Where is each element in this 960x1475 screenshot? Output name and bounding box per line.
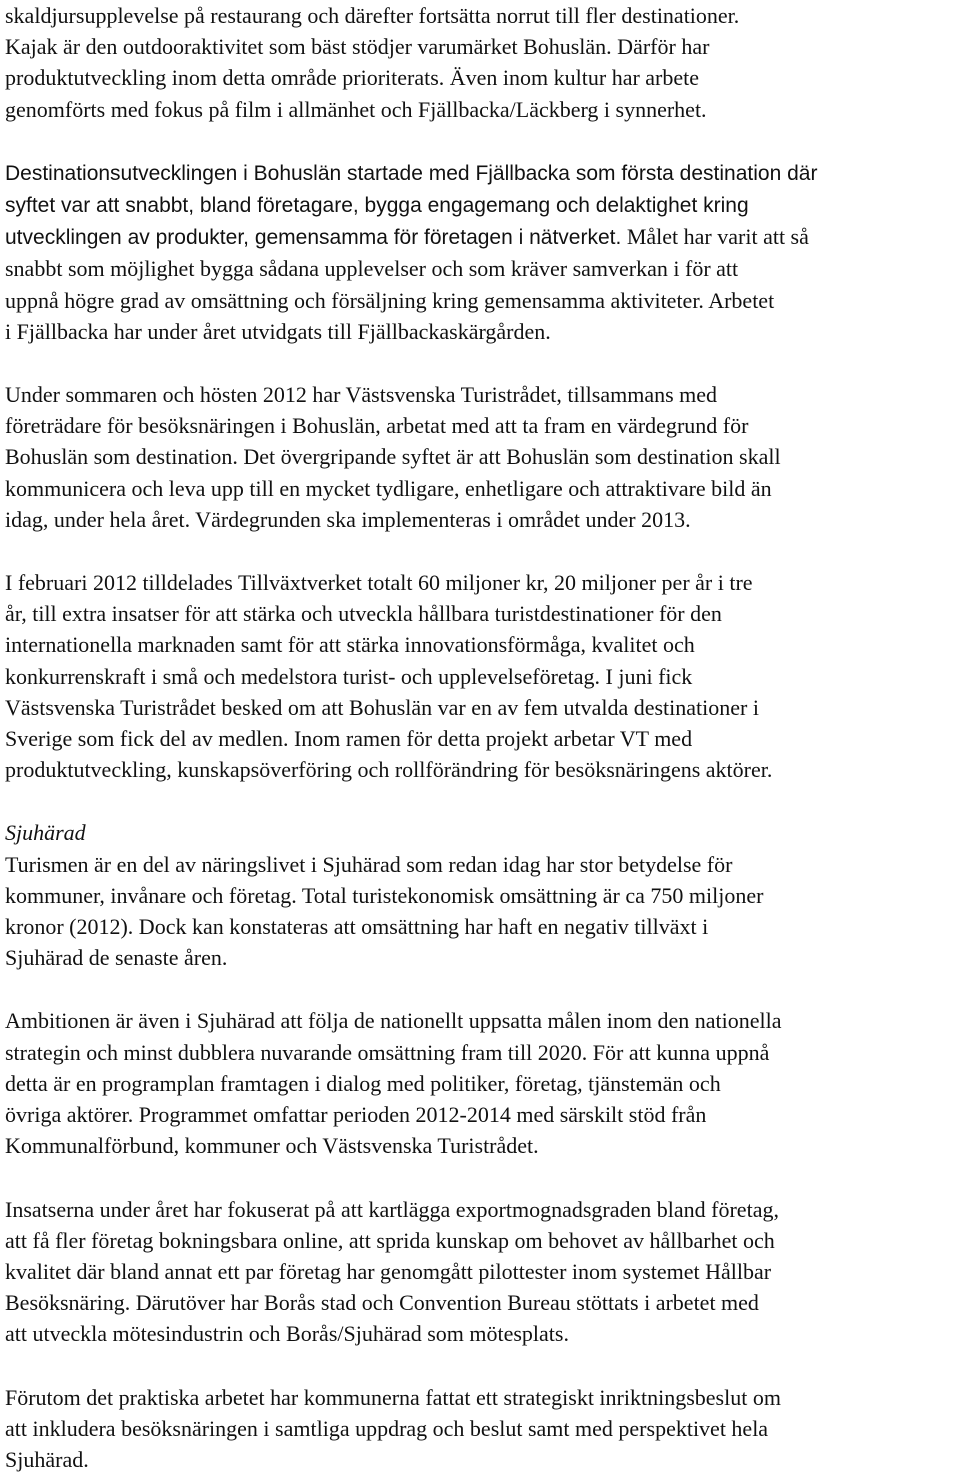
paragraph-fjallbacka	[5, 157, 957, 347]
paragraph-tillvaxtverket: I februari 2012 tilldelades Tillväxtverket totalt 60 miljoner kr, 20 miljoner per år i tre år, till extra insatser för att stärka och utveckla hållbara turistdestinationer för den internationella marknaden samt för att stärka innovationsförmåga, kvalitet och konkurrenskraft i små och medelstora turist- och upplevelseföretag. I juni fick Västsvenska Turistrådet besked om att Bohuslän var en av fem utvalda destinationer i Sverige som fick del av medlen. Inom ramen för detta projekt arbetar VT med produktutveckling, kunskapsöverföring och rollförändring för besöksnäringens aktörer.	[5, 570, 773, 783]
paragraph-gap	[5, 973, 957, 1005]
paragraph-gap	[5, 1162, 957, 1194]
document-page	[5, 0, 957, 1475]
paragraph-gap	[5, 535, 957, 567]
paragraph-sjuharad-turism: Turismen är en del av näringslivet i Sjuhärad som redan idag har stor betydelse för kommuner, invånare och företag. Total turistekonomisk omsättning är ca 750 miljoner kronor (2012). Dock kan konstateras att omsättning har haft en negativ tillväxt i Sjuhärad de senaste åren.	[5, 851, 764, 971]
paragraph-gap	[5, 1350, 957, 1382]
paragraph-fjallbacka-part-2: Målet har varit att så snabbt som möjlighet bygga sådana upplevelser och som kräver samverkan i för att uppnå högre grad av omsättning och försäljning kring gemensamma aktiviteter. Arbetet i Fjällbacka har under året utvidgats till Fjällbackaskärgården.	[5, 224, 809, 344]
paragraph-gap	[5, 125, 957, 157]
section-heading-sjuharad: Sjuhärad	[5, 820, 86, 846]
paragraph-ambitionen: Ambitionen är även i Sjuhärad att följa de nationellt uppsatta målen inom den nationella strategin och minst dubblera nuvarande omsättning fram till 2020. För att kunna uppnå detta är en programplan framtagen i dialog med politiker, företag, tjänstemän och övriga aktörer. Programmet omfattar perioden 2012-2014 med särskilt stöd från Kommunalförbund, kommuner och Västsvenska Turistrådet.	[5, 1008, 782, 1159]
paragraph-kajak: skaldjursupplevelse på restaurang och därefter fortsätta norrut till fler destinationer. Kajak är den outdooraktivitet som bäst stödjer varumärket Bohuslän. Därför har produktutveckling inom detta område prioriterats. Även inom kultur har arbete genomförts med fokus på film i allmänhet och Fjällbacka/Läckberg i synnerhet.	[5, 3, 740, 122]
paragraph-insatserna: Insatserna under året har fokuserat på att kartlägga exportmognadsgraden bland företag, att få fler företag bokningsbara online, att sprida kunskap om behovet av hållbarhet och kvalitet där bland annat ett par företag har genomgått pilottester inom systemet Hållbar Besöksnäring. Därutöver har Borås stad och Convention Bureau stöttats i arbetet med att utveckla mötesindustrin och Borås/Sjuhärad som mötesplats.	[5, 1196, 779, 1347]
paragraph-forutom: Förutom det praktiska arbetet har kommunerna fattat ett strategiskt inriktningsbeslut om att inkludera besöksnäringen i samtliga uppdrag och beslut samt med perspektivet hela Sjuhärad.	[5, 1384, 781, 1472]
paragraph-vardegrund: Under sommaren och hösten 2012 har Västsvenska Turistrådet, tillsammans med företrädare för besöksnäringen i Bohuslän, arbetat med att ta fram en värdegrund för Bohuslän som destination. Det övergripande syftet är att Bohuslän som destination skall kommunicera och leva upp till en mycket tydligare, enhetligare och attraktivare bild än idag, under hela året. Värdegrunden ska implementeras i området under 2013.	[5, 382, 781, 532]
paragraph-fjallbacka-part-1: Destinationsutvecklingen i Bohuslän startade med Fjällbacka som första destination där syftet var att snabbt, bland företagare, bygga engagemang och delaktighet kring utvecklingen av produkter, gemensamma för företagen i nätverket.	[5, 161, 818, 250]
paragraph-gap	[5, 785, 957, 817]
paragraph-gap	[5, 347, 957, 379]
